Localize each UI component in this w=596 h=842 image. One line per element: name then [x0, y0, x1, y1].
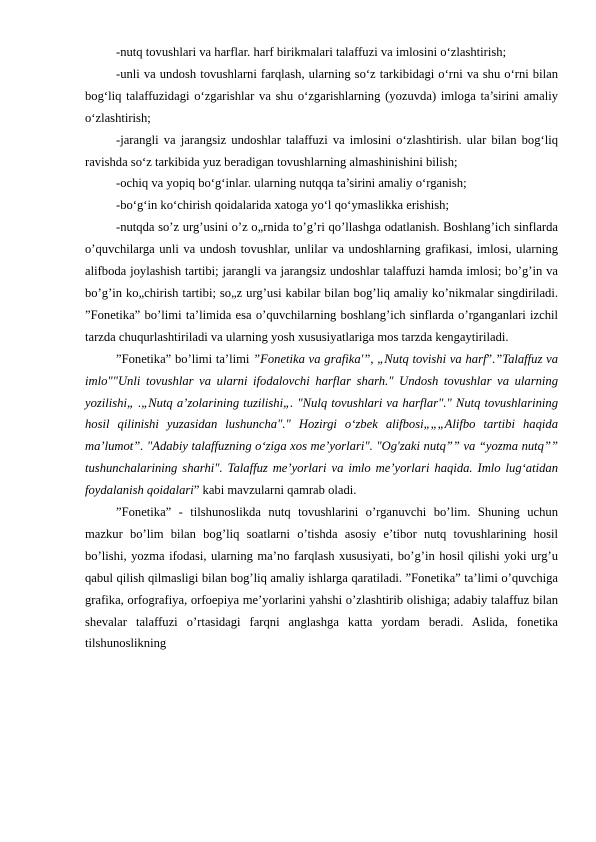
paragraph-3	[85, 130, 558, 174]
paragraph-2	[85, 64, 558, 130]
paragraph-8	[85, 502, 558, 655]
paragraph-5	[85, 195, 558, 217]
paragraph-text: -nutqda so’z urg’usini o’z o„rnida to’g’ri qo’llashga odatlanish. Boshlang’ich sinflarda o’quvchilarga unli va undosh tovushlar, unlilar va undoshlarning grafikasi, imlosi, ularning alifboda joylashish tartibi; jarangli va jarangsiz undoshlar talaffuzi hamda imlosi; bo’g’in va bo’g’in ko„chirish tartibi; so„z urg’usi kabilar bilan bog’liq amaliy ko’nikmalar singdiriladi. ”Fonetika” bo’limi ta’limida esa o’quvchilarning boshlang’ich sinflarda o’rganganlari izchil tarzda chuqurlashtiriladi va ularning yosh xususiyatlariga mos tarzda kengaytiriladi.	[85, 220, 558, 344]
paragraph-1	[85, 42, 558, 64]
paragraph-text: -jarangli va jarangsiz undoshlar talaffuzi va imlosini o‘zlashtirish. ular bilan bog‘liq ravishda so‘z tarkibida yuz beradigan tovushlarning almashinishini bilish;	[85, 132, 558, 169]
paragraph-text: ”Fonetika” - tilshunoslikda nutq tovushlarini o’rganuvchi bo’lim. Shuning uchun mazkur bo’lim bilan bog’liq soatlarni o’tishda asosiy e’tibor nutq tovushlarining hosil bo’lishi, yozma ifodasi, ularning ma’no farqlash xususiyati, bo’g’in hosil qilishi yoki urg’u qabul qilish qilmasligi bilan bog’liq amaliy ishlarga qaratiladi. ”Fonetika” ta’limi o’quvchiga grafika, orfografiya, orfoepiya me’yorlarini yahshi o’zlashtirib olishiga; adabiy talaffuz bilan shevalar talaffuzi o’rtasidagi farqni anglashga katta yordam beradi. Aslida, fonetika tilshunoslikning	[85, 505, 558, 651]
paragraph-italic-text: ”Fonetika va grafika'”, „Nutq tovishi va harf	[253, 351, 487, 366]
paragraph-text: ”Fonetika” bo’limi ta’limi	[116, 351, 254, 366]
paragraph-text: ” kabi mavzularni qamrab oladi.	[193, 483, 357, 498]
paragraph-6	[85, 217, 558, 348]
paragraph-4	[85, 173, 558, 195]
paragraph-text: ”.	[486, 351, 496, 366]
paragraph-text: -ochiq va yopiq bo‘g‘inlar. ularning nutqqa ta’sirini amaliy o‘rganish;	[116, 176, 467, 191]
paragraph-italic-text: ”Talaffuz va imlo""Unli tovushlar va ularni ifodalovchi harflar sharh." Undosh tovushlar va ularning yozilishi„ .„Nutq a’zolarining tuzilishi„. "Nulq tovushlari va harflar"." Nutq tovushlarining hosil qilinishi yuzasidan lushuncha"." Hozirgi o‘zbek alifbosi„„„Alifbo tartibi haqida ma’lumot”. "Adabiy talaffuzning o‘ziga xos me’yorlari". "Og'zaki nutq”” va “yozma nutq”” tushunchalarining sharhi". Talaffuz me’yorlari va imlo me’yorlari haqida. Imlo lug‘atidan foydalanish qoidalari	[85, 351, 558, 498]
paragraph-text: -bo‘g‘in ko‘chirish qoidalarida xatoga yo‘l qo‘ymaslikka erishish;	[116, 198, 449, 213]
paragraph-text: -unli va undosh tovushlarni farqlash, ularning so‘z tarkibidagi o‘rni va shu o‘rni bilan bog‘liq talaffuzidagi o‘zgarishlar va shu o‘zgarishlarning (yozuvda) imloga ta’sirini amaliy o‘zlashtirish;	[85, 66, 558, 125]
paragraph-7	[85, 349, 558, 502]
paragraph-text: -nutq tovushlari va harflar. harf birikmalari talaffuzi va imlosini o‘zlashtirish;	[116, 45, 507, 59]
